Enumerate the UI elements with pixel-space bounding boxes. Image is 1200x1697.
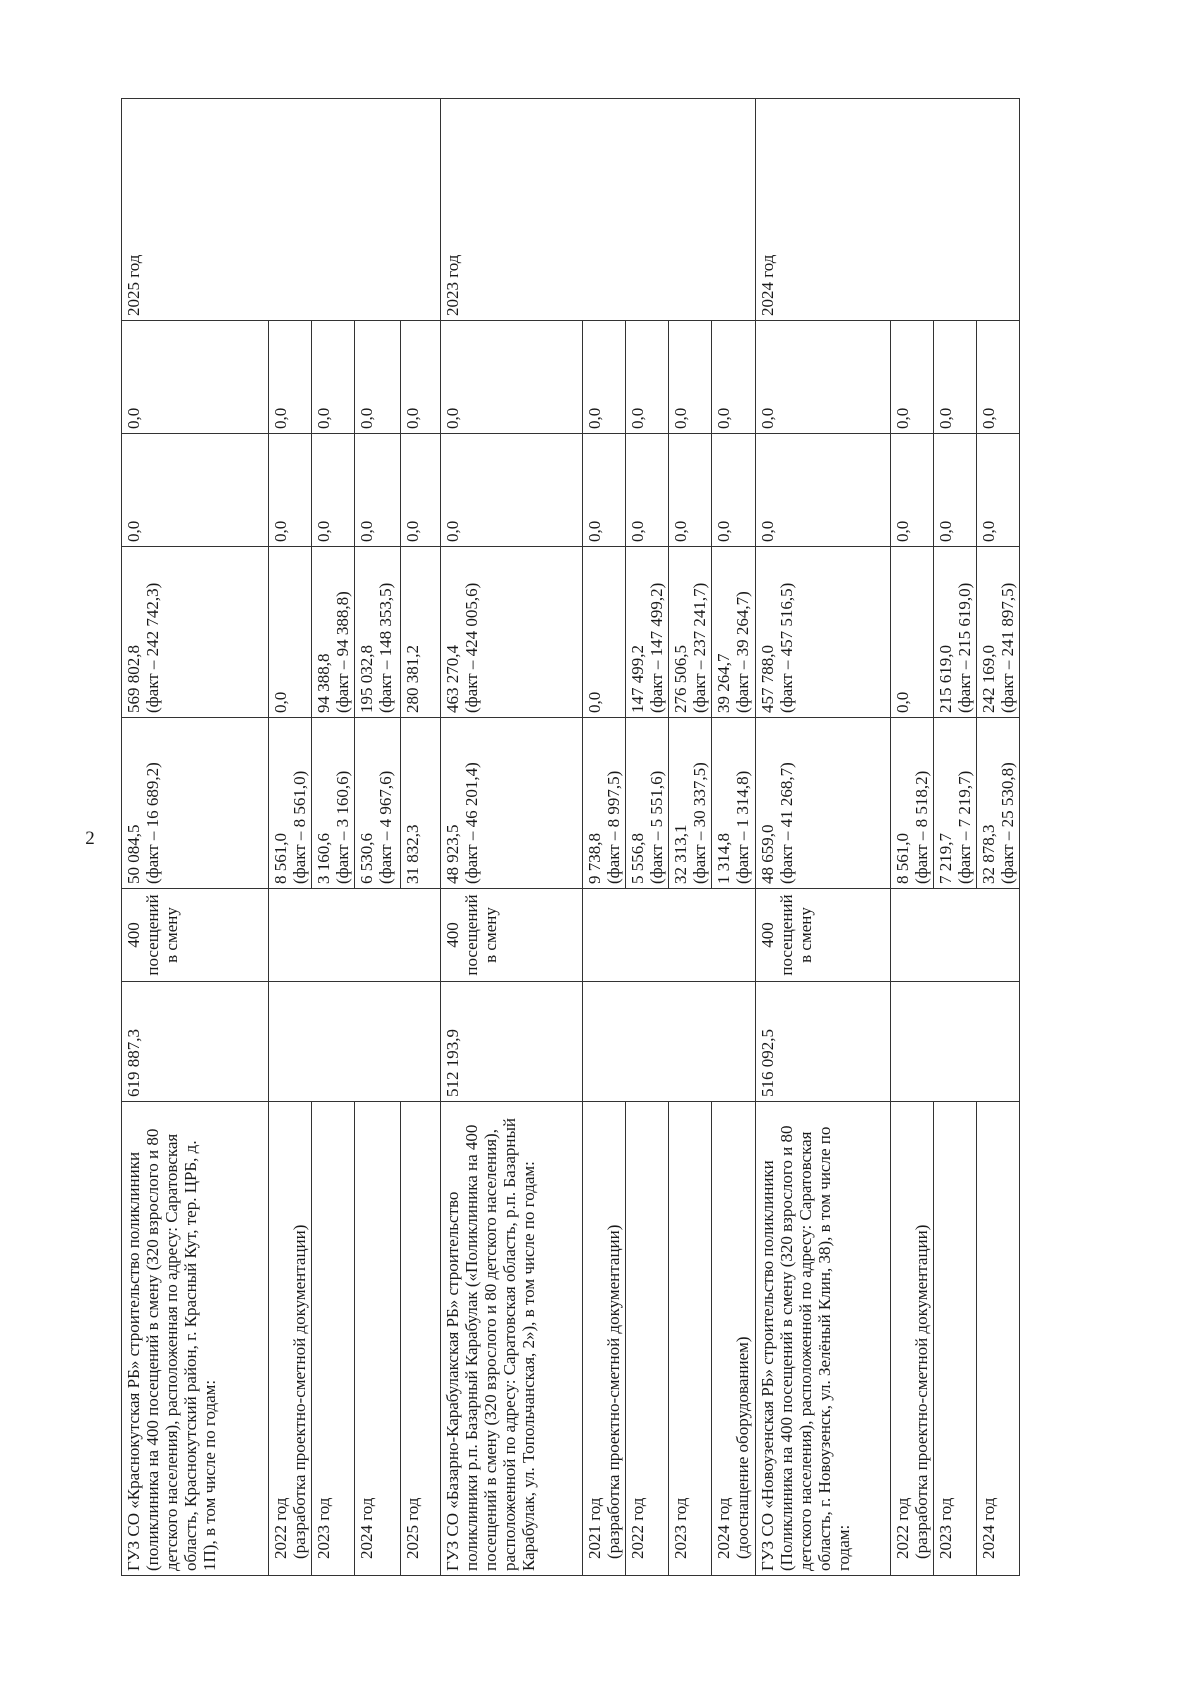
year-row: [401, 99, 441, 1576]
federal-funds: 5 556,8 (факт – 5 551,6): [626, 718, 669, 889]
year-row: [626, 99, 669, 1576]
year-label: 2023 год: [312, 1102, 355, 1576]
col6-value: 0,0: [401, 434, 441, 547]
year-row: [891, 99, 934, 1576]
regional-funds: 242 169,0 (факт – 241 897,5): [977, 547, 1020, 718]
col6-value: 0,0: [756, 434, 891, 547]
year-label: 2021 год (разработка проектно-сметной документации): [583, 1102, 626, 1576]
completion-year: 2024 год: [756, 99, 1020, 321]
col7-value: 0,0: [441, 321, 583, 434]
year-label: 2022 год: [626, 1102, 669, 1576]
federal-funds: 3 160,6 (факт – 3 160,6): [312, 718, 355, 889]
completion-year: 2025 год: [122, 99, 441, 321]
year-row: [977, 99, 1020, 1576]
col6-value: 0,0: [934, 434, 977, 547]
col7-value: 0,0: [583, 321, 626, 434]
regional-funds: 457 788,0 (факт – 457 516,5): [756, 547, 891, 718]
col7-value: 0,0: [712, 321, 756, 434]
empty-cell: [269, 982, 441, 1102]
federal-funds: 6 530,6 (факт – 4 967,6): [355, 718, 401, 889]
regional-funds: 215 619,0 (факт – 215 619,0): [934, 547, 977, 718]
year-row: [669, 99, 712, 1576]
year-label: 2023 год: [669, 1102, 712, 1576]
regional-funds: 94 388,8 (факт – 94 388,8): [312, 547, 355, 718]
rotated-table-container: [121, 99, 1106, 1576]
empty-cell: [583, 982, 756, 1102]
completion-year: 2023 год: [441, 99, 756, 321]
federal-funds: 8 561,0 (факт – 8 561,0): [269, 718, 312, 889]
year-row: [355, 99, 401, 1576]
regional-funds: 0,0: [583, 547, 626, 718]
col6-value: 0,0: [583, 434, 626, 547]
construction-projects-table: [121, 98, 1020, 1576]
regional-funds: 0,0: [269, 547, 312, 718]
col7-value: 0,0: [626, 321, 669, 434]
project-capacity: 400 посещений в смену: [441, 889, 583, 982]
project-cost: 516 092,5: [756, 982, 891, 1102]
year-label: 2024 год: [355, 1102, 401, 1576]
project-capacity: 400 посещений в смену: [756, 889, 891, 982]
federal-funds: 50 084,5 (факт – 16 689,2): [122, 718, 269, 889]
regional-funds: 463 270,4 (факт – 424 005,6): [441, 547, 583, 718]
regional-funds: 0,0: [891, 547, 934, 718]
year-label: 2024 год (дооснащение оборудованием): [712, 1102, 756, 1576]
regional-funds: 195 032,8 (факт – 148 353,5): [355, 547, 401, 718]
year-row: [312, 99, 355, 1576]
regional-funds: 276 506,5 (факт – 237 241,7): [669, 547, 712, 718]
year-row: [934, 99, 977, 1576]
col7-value: 0,0: [977, 321, 1020, 434]
federal-funds: 31 832,3: [401, 718, 441, 889]
col6-value: 0,0: [891, 434, 934, 547]
year-label: 2022 год (разработка проектно-сметной документации): [891, 1102, 934, 1576]
federal-funds: 32 878,3 (факт – 25 530,8): [977, 718, 1020, 889]
col7-value: 0,0: [401, 321, 441, 434]
col7-value: 0,0: [355, 321, 401, 434]
year-row: [712, 99, 756, 1576]
empty-cell: [891, 889, 1020, 982]
col7-value: 0,0: [122, 321, 269, 434]
regional-funds: 280 381,2: [401, 547, 441, 718]
project-name: ГУЗ СО «Краснокутская РБ» строительство поликлиники (поликлиника на 400 посещений в смену (320 взрослого и 80 детского населения), расположенная по адресу: Саратовская область, Краснокутский район, г. Красный Кут, тер. ЦРБ, д. 1П), в том числе по годам:: [122, 1102, 269, 1576]
project-cost: 619 887,3: [122, 982, 269, 1102]
year-label: 2024 год: [977, 1102, 1020, 1576]
project-name: ГУЗ СО «Новоузенская РБ» строительство поликлиники (Поликлиника на 400 посещений в смену (320 взрослого и 80 детского населения), расположенной по адресу: Саратовская область, г. Новоузенск, ул. Зелёный Клин, 38), в том числе по годам:: [756, 1102, 891, 1576]
empty-cell: [583, 889, 756, 982]
project-name: ГУЗ СО «Базарно-Карабулакская РБ» строительство поликлиники р.п. Базарный Карабулак («Поликлиника на 400 посещений в смену (320 взрослого и 80 детского населения), расположенной по адресу: Саратовская область, р.п. Базарный Карабулак, ул. Топольчанская, 2»), в том числе по годам:: [441, 1102, 583, 1576]
empty-cell: [269, 889, 441, 982]
year-row: [269, 99, 312, 1576]
col6-value: 0,0: [312, 434, 355, 547]
year-label: 2025 год: [401, 1102, 441, 1576]
federal-funds: 9 738,8 (факт – 8 997,5): [583, 718, 626, 889]
federal-funds: 48 923,5 (факт – 46 201,4): [441, 718, 583, 889]
col7-value: 0,0: [312, 321, 355, 434]
page-number: 2: [85, 828, 95, 849]
year-row: [583, 99, 626, 1576]
col7-value: 0,0: [669, 321, 712, 434]
project-capacity: 400 посещений в смену: [122, 889, 269, 982]
project-row: [756, 99, 891, 1576]
col6-value: 0,0: [669, 434, 712, 547]
col7-value: 0,0: [891, 321, 934, 434]
col6-value: 0,0: [712, 434, 756, 547]
year-label: 2022 год (разработка проектно-сметной документации): [269, 1102, 312, 1576]
regional-funds: 569 802,8 (факт – 242 742,3): [122, 547, 269, 718]
federal-funds: 48 659,0 (факт – 41 268,7): [756, 718, 891, 889]
project-cost: 512 193,9: [441, 982, 583, 1102]
col6-value: 0,0: [269, 434, 312, 547]
col6-value: 0,0: [441, 434, 583, 547]
col6-value: 0,0: [977, 434, 1020, 547]
project-row: [441, 99, 583, 1576]
project-row: [122, 99, 269, 1576]
federal-funds: 7 219,7 (факт – 7 219,7): [934, 718, 977, 889]
empty-cell: [891, 982, 1020, 1102]
year-label: 2023 год: [934, 1102, 977, 1576]
col7-value: 0,0: [269, 321, 312, 434]
regional-funds: 147 499,2 (факт – 147 499,2): [626, 547, 669, 718]
col6-value: 0,0: [122, 434, 269, 547]
federal-funds: 32 313,1 (факт – 30 337,5): [669, 718, 712, 889]
federal-funds: 1 314,8 (факт – 1 314,8): [712, 718, 756, 889]
federal-funds: 8 561,0 (факт – 8 518,2): [891, 718, 934, 889]
col7-value: 0,0: [934, 321, 977, 434]
col6-value: 0,0: [355, 434, 401, 547]
regional-funds: 39 264,7 (факт – 39 264,7): [712, 547, 756, 718]
col6-value: 0,0: [626, 434, 669, 547]
col7-value: 0,0: [756, 321, 891, 434]
